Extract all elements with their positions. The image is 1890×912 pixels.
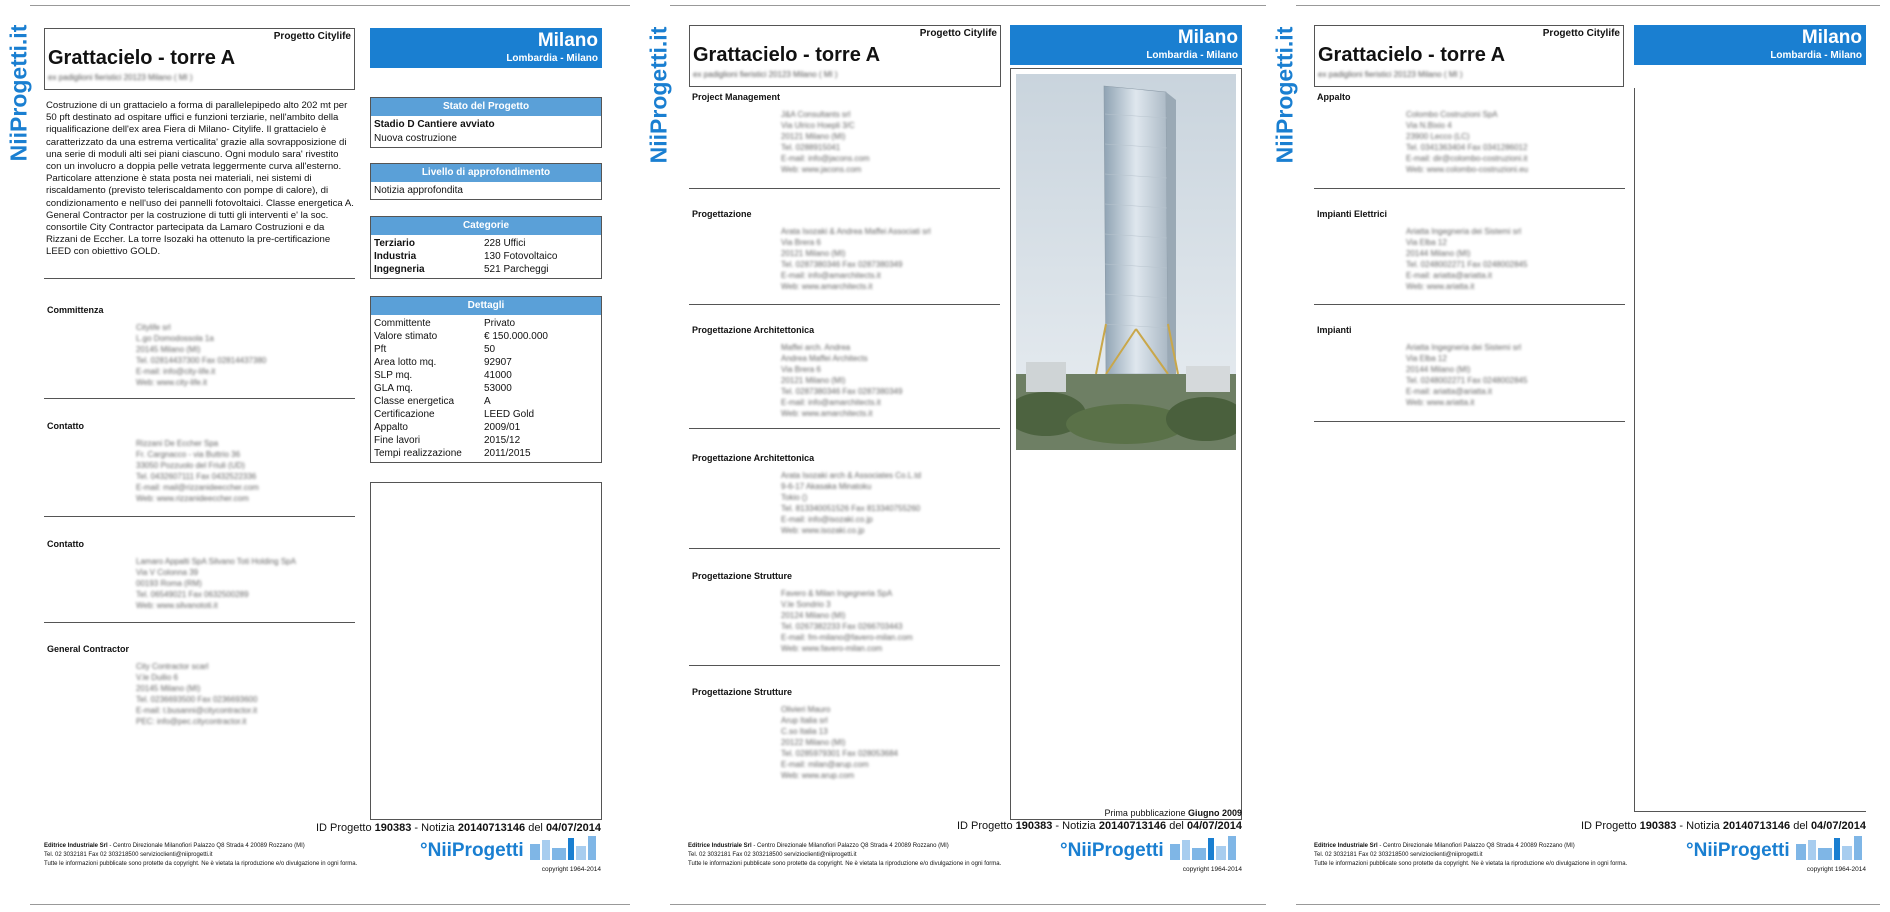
dettagli-table: [371, 317, 601, 460]
divider: [1314, 421, 1625, 422]
contact-section: [44, 644, 355, 727]
dettagli-box: [370, 296, 602, 463]
box-header: Livello di approfondimento: [371, 164, 601, 182]
divider: [1314, 188, 1625, 189]
project-address: ex padiglioni fieristici 20123 Milano ( MI ): [48, 73, 193, 82]
contact-section: [44, 421, 355, 504]
divider: [689, 304, 1000, 305]
contact-section: Progettazione Architettonica Arata Isozaki arch & Associates Co.L.td 9-6-17 Akasaka Minatoku Tokio () Tel. 813340051526 Fax 813340755260 E-mail: info@isozaki.co.jp Web: www.isozaki.co.jp: [692, 453, 922, 535]
logo-text: °NiiProgetti: [420, 840, 524, 861]
divider: [44, 278, 355, 279]
contact-label: Contatto: [47, 421, 84, 431]
brand-vertical: [1270, 26, 1300, 170]
box-header: Categorie: [371, 217, 601, 235]
city-box: [1010, 25, 1242, 65]
footer-logo: [1686, 836, 1866, 866]
contact-section: [44, 539, 355, 611]
contact-section: Project Management J&A Consultants srl Via Ulrico Hoepli 3/C 20121 Milano (MI) Tel. 0288915041 E-mail: info@jacons.com Web: www.jacons.com: [692, 92, 870, 174]
footer-text: Editrice Industriale Srl - Centro Direzionale Milanofiori Palazzo Q8 Strada 4 20089 Rozzano (MI) Tel. 02 3032181 Fax 02 303218500 servizioclienti@niiprogetti.it Tutte le informazioni pubblicate sono protette da copyright. Ne è vietata la riproduzione e/o divulgazione in ogni forma.: [1314, 843, 1628, 867]
contact-details: Citylife srl L.go Domodossola 1a 20145 Milano (MI) Tel. 02814437300 Fax 02814437380 E-mail: info@city-life.it Web: www.city-life.it: [136, 323, 267, 387]
box-header: Dettagli: [371, 297, 601, 315]
divider: [689, 188, 1000, 189]
table-row: Valore stimato € 150.000.000: [374, 331, 548, 342]
title-box: [44, 28, 355, 90]
report-page-2: [645, 0, 1272, 912]
categorie-table: [371, 237, 601, 276]
contact-section: Progettazione Strutture Olivieri Mauro Arup Italia srl C.so Italia 13 20122 Milano (MI) Tel. 0285979301 Fax 028053684 E-mail: milan@arup.com Web: www.arup.com: [692, 687, 898, 780]
city-box: [370, 28, 602, 68]
empty-box: [370, 482, 602, 820]
top-rule: [670, 5, 1266, 6]
city-box: [1634, 25, 1866, 65]
table-row: GLA mq. 53000: [374, 383, 512, 394]
brand-vertical: [644, 26, 674, 170]
contact-section: Impianti Elettrici Ariatta Ingegneria dei Sistemi srl Via Elba 12 20144 Milano (MI) Tel. 0248002271 Fax 0248002845 E-mail: ariatta@ariatta.it Web: www.ariatta.it: [1317, 209, 1528, 291]
top-rule: [1296, 5, 1880, 6]
table-row: Pft 50: [374, 344, 496, 355]
box-header: Stato del Progetto: [371, 98, 601, 116]
title-box: [1314, 25, 1624, 87]
skyline-icon: [528, 836, 600, 860]
project-description: Costruzione di un grattacielo a forma di parallelepipedo alto 202 mt per 50 pft destinato ad ospitare uffici e funzioni terziarie, nell'ambito della riqualificazione dell'ex area Fiera di Milano- Citylife. Il grattacielo è caratterizzato da una estrema verticalita' grazie alla sovrapposizione di una serie di moduli alti sei piani ciascuno. Ogni modulo sara' rivestito con un involucro a doppia pelle vetrata leggermente curva all'esterno. Particolare attenzione è stata posta nei materiali, nei sistemi di riscaldamento (previsto teleriscaldamento con pompe di calore), di condizionamento e nell'uso dei pannelli fotovoltaici. Classe energetica A. General Contractor per la costruzione di tutti gli interventi e' la soc. consortile City Contractor partecipata da Lamaro Costruzioni e da Rizzani de Eccher. La torre Isozaki ha ottenuto la pre-certificazione LEED con obiettivo GOLD.: [46, 100, 354, 258]
report-page-1: [5, 0, 636, 912]
project-label: Progetto Citylife: [919, 28, 997, 39]
table-row: Fine lavori 2015/12: [374, 435, 521, 446]
logo-text: °NiiProgetti: [1060, 840, 1164, 861]
contact-section: Progettazione Arata Isozaki & Andrea Maffei Associati srl Via Brera 6 20121 Milano (MI) Tel. 0287380346 Fax 0287380349 E-mail: info@amarchitects.it Web: www.amarchitects.it: [692, 209, 931, 291]
tower-image: [1016, 74, 1236, 450]
footer-logo: [1060, 836, 1240, 866]
first-publication: Prima pubblicazione Giugno 2009: [1104, 808, 1242, 818]
table-row: Terziario 228 Uffici: [374, 238, 526, 249]
livello-box: [370, 163, 602, 200]
bottom-rule: [1296, 904, 1880, 905]
project-label: Progetto Citylife: [1542, 28, 1620, 39]
project-address: ex padiglioni fieristici 20123 Milano ( MI ): [1318, 70, 1463, 79]
divider: [44, 516, 355, 517]
divider: [44, 622, 355, 623]
footer-logo: [420, 836, 600, 866]
divider: [689, 548, 1000, 549]
contact-label: General Contractor: [47, 644, 130, 654]
table-row: Ingegneria 521 Parcheggi: [374, 264, 549, 275]
table-row: Classe energetica A: [374, 396, 491, 407]
table-row: Appalto 2009/01: [374, 422, 521, 433]
project-label: Progetto Citylife: [273, 31, 351, 42]
contact-section: Impianti Ariatta Ingegneria dei Sistemi srl Via Elba 12 20144 Milano (MI) Tel. 0248002271 Fax 0248002845 E-mail: ariatta@ariatta.it Web: www.ariatta.it: [1317, 325, 1528, 407]
contact-section: Progettazione Architettonica Maffei arch. Andrea Andrea Maffei Architects Via Brera 6 20121 Milano (MI) Tel. 0287380346 Fax 0287380349 E-mail: info@amarchitects.it Web: www.amarchitects.it: [692, 325, 903, 418]
empty-box: [1634, 88, 1866, 812]
project-title: Grattacielo - torre A: [48, 47, 236, 69]
table-row: Area lotto mq. 92907: [374, 357, 512, 368]
contact-section: Appalto Colombo Costruzioni SpA Via N.Bixio 4 23900 Lecco (LC) Tel. 0341363404 Fax 0341286012 E-mail: dir@colombo-costruzioni.it Web: www.colombo-costruzioni.eu: [1317, 92, 1529, 174]
report-page-3: [1271, 0, 1886, 912]
bottom-rule: [30, 904, 630, 905]
contact-details: Rizzani De Eccher Spa Fr. Cargnacco - via Buttrio 36 33050 Pozzuolo del Friuli (UD) Tel. 0432607111 Fax 0432522336 E-mail: mail@rizzanideeccher.com Web: www.rizzanideeccher.com: [136, 439, 259, 503]
stato-stadio: Stadio D Cantiere avviato: [374, 119, 495, 130]
region-name: Lombardia - Milano: [1146, 50, 1238, 61]
contact-section: Progettazione Strutture Favero & Milan Ingegneria SpA V.le Sondrio 3 20124 Milano (MI) Tel. 0267382233 Fax 0266703443 E-mail: fm-milano@favero-milan.com Web: www.favero-milan.com: [692, 571, 913, 653]
stato-tipo: Nuova costruzione: [374, 133, 457, 144]
bottom-rule: [670, 904, 1266, 905]
city-name: Milano: [1801, 27, 1862, 48]
brand-text: NiiProgetti.it: [5, 24, 32, 162]
categorie-box: [370, 216, 602, 279]
id-line: ID Progetto 190383 - Notizia 20140713146 del 04/07/2014: [956, 820, 1242, 832]
livello-value: Notizia approfondita: [374, 185, 463, 196]
project-address: ex padiglioni fieristici 20123 Milano ( MI ): [693, 70, 838, 79]
divider: [44, 398, 355, 399]
region-name: Lombardia - Milano: [506, 53, 598, 64]
contact-section: [44, 305, 355, 388]
table-row: SLP mq. 41000: [374, 370, 512, 381]
id-line: ID Progetto 190383 - Notizia 20140713146 del 04/07/2014: [315, 822, 601, 834]
contact-details: Lamaro Appalti SpA Silvano Toti Holding SpA Via V Colonna 39 00193 Roma (RM) Tel. 06549021 Fax 0632500289 Web: www.silvanototi.it: [136, 557, 296, 610]
copyright: copyright 1964-2014: [1806, 866, 1866, 873]
divider: [689, 428, 1000, 429]
divider: [1314, 304, 1625, 305]
logo-text: °NiiProgetti: [1686, 840, 1790, 861]
table-row: Committente Privato: [374, 318, 516, 329]
footer-text: Editrice Industriale Srl - Centro Direzionale Milanofiori Palazzo Q8 Strada 4 20089 Rozzano (MI) Tel. 02 3032181 Fax 02 303218500 servizioclienti@niiprogetti.it Tutte le informazioni pubblicate sono protette da copyright. Ne è vietata la riproduzione e/o divulgazione in ogni forma.: [688, 843, 1002, 867]
copyright: copyright 1964-2014: [541, 866, 601, 873]
project-title: Grattacielo - torre A: [1318, 44, 1506, 66]
table-row: Industria 130 Fotovoltaico: [374, 251, 558, 262]
divider: [689, 665, 1000, 666]
top-rule: [30, 5, 630, 6]
contact-label: Contatto: [47, 539, 84, 549]
skyline-icon: [1794, 836, 1866, 860]
city-name: Milano: [537, 30, 598, 51]
contact-details: City Contractor scarl V.le Duilio 6 20145 Milano (MI) Tel. 0236693500 Fax 0236693600 E-mail: t.busanni@citycontractor.it PEC: info@pec.citycontractor.it: [136, 662, 258, 726]
contact-label: Committenza: [47, 305, 104, 315]
skyline-icon: [1168, 836, 1240, 860]
region-name: Lombardia - Milano: [1770, 50, 1862, 61]
city-name: Milano: [1177, 27, 1238, 48]
id-line: ID Progetto 190383 - Notizia 20140713146 del 04/07/2014: [1580, 820, 1866, 832]
footer-text: Editrice Industriale Srl - Centro Direzionale Milanofiori Palazzo Q8 Strada 4 20089 Rozzano (MI) Tel. 02 3032181 Fax 02 303218500 servizioclienti@niiprogetti.it Tutte le informazioni pubblicate sono protette da copyright. Ne è vietata la riproduzione e/o divulgazione in ogni forma.: [44, 843, 358, 867]
brand-text: NiiProgetti.it: [645, 26, 672, 164]
brand-text: NiiProgetti.it: [1271, 26, 1298, 164]
table-row: Tempi realizzazione 2011/2015: [374, 448, 531, 459]
project-title: Grattacielo - torre A: [693, 44, 881, 66]
title-box: [689, 25, 1001, 87]
stato-box: [370, 97, 602, 148]
brand-vertical: [4, 24, 34, 168]
table-row: Certificazione LEED Gold: [374, 409, 535, 420]
copyright: copyright 1964-2014: [1182, 866, 1242, 873]
